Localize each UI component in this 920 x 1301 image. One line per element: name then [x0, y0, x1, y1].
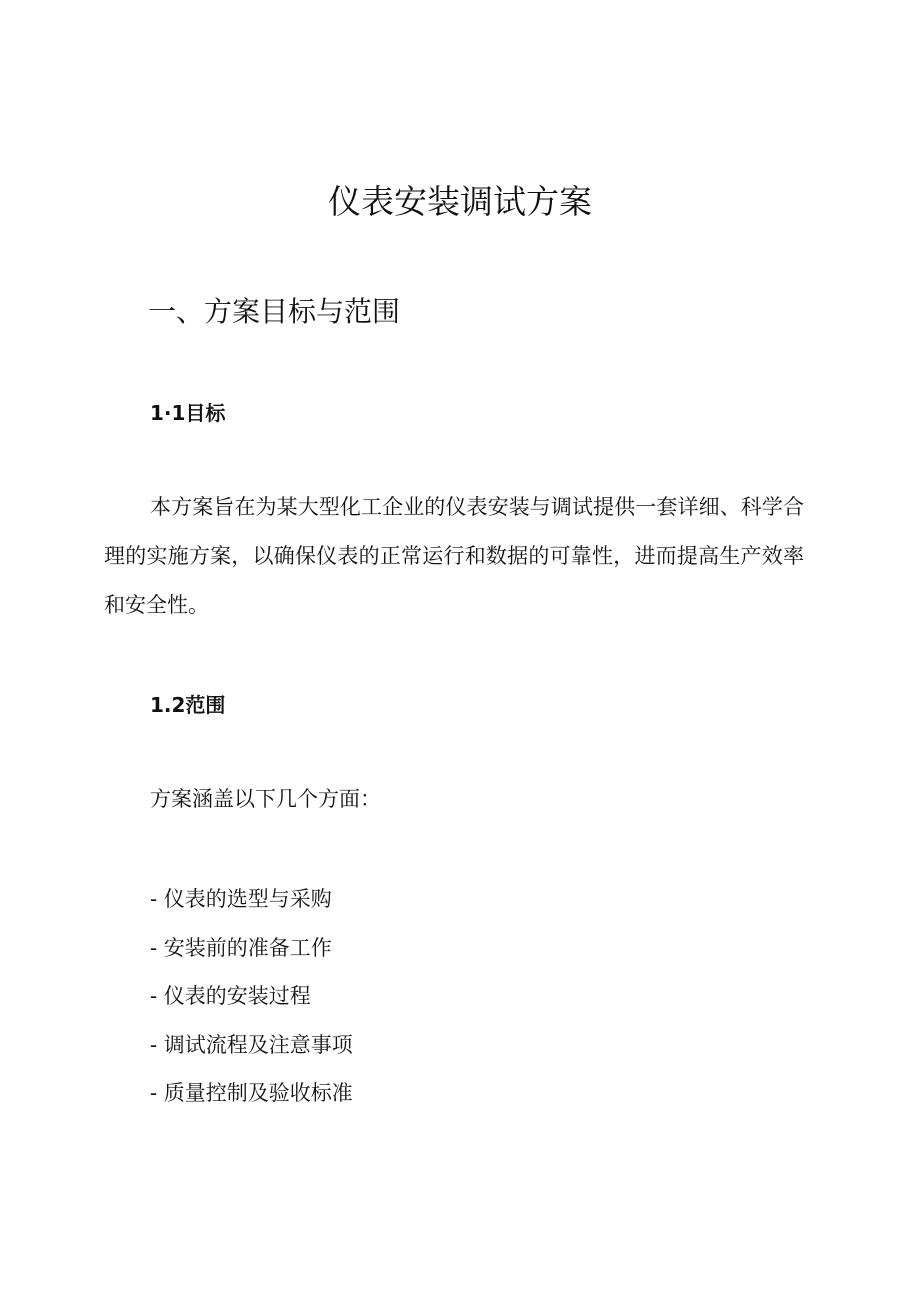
document-title: 仪表安装调试方案: [328, 182, 592, 221]
subsection-heading-objective: 1·1目标: [150, 401, 226, 425]
scope-list-item: - 仪表的安装过程: [150, 984, 311, 1008]
scope-list: [150, 875, 353, 1118]
subsection-heading-scope: 1.2范围: [150, 693, 226, 717]
scope-list-item: - 仪表的选型与采购: [150, 887, 332, 911]
scope-list-item: - 调试流程及注意事项: [150, 1032, 353, 1057]
scope-list-item: - 质量控制及验收标准: [150, 1081, 353, 1105]
scope-list-item: - 安装前的准备工作: [150, 935, 332, 960]
objective-paragraph: 本方案旨在为某大型化工企业的仪表安装与调试提供一套详细、科学合理的实施方案，以确保仪表的正常运行和数据的可靠性，进而提高生产效率和安全性。: [104, 495, 804, 617]
scope-intro-text: 方案涵盖以下几个方面：: [150, 787, 381, 811]
section-heading-1: 一、方案目标与范围: [148, 295, 401, 328]
